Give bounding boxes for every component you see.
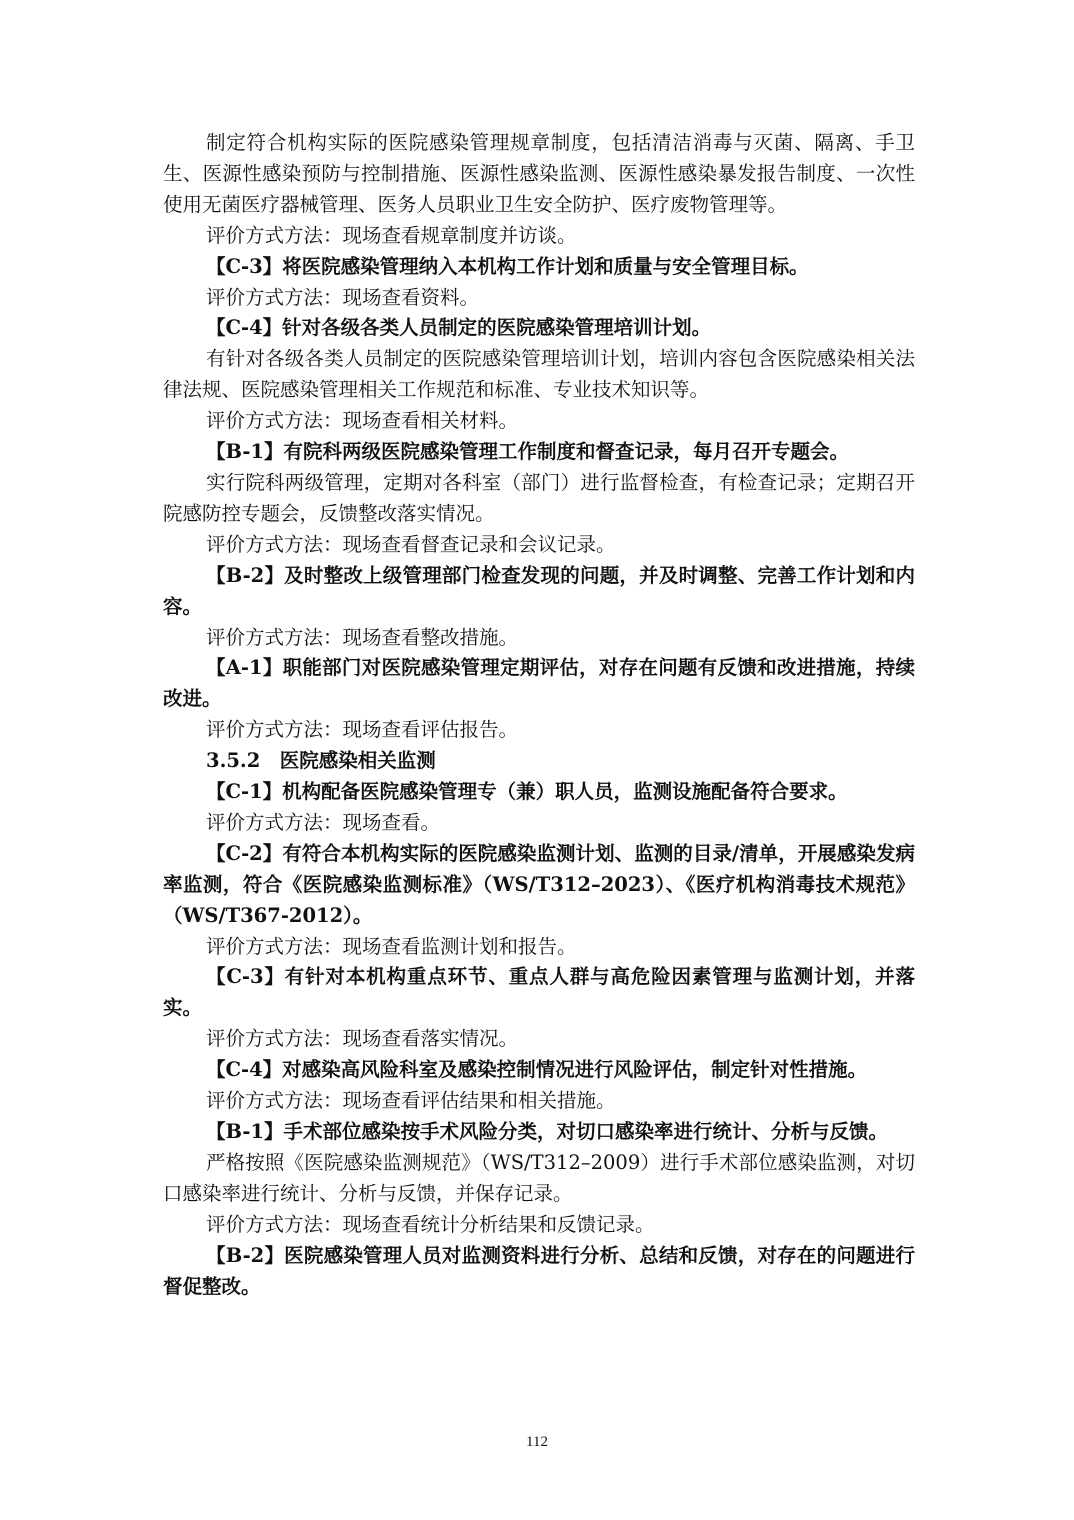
evaluation-method: 评价方式方法：现场查看统计分析结果和反馈记录。	[206, 1212, 655, 1236]
page-number: 112	[526, 1434, 548, 1450]
evaluation-method: 评价方式方法：现场查看落实情况。	[206, 1027, 519, 1051]
section-heading: 3.5.2 医院感染相关监测	[206, 749, 436, 773]
criterion-heading: 【B-1】手术部位感染按手术风险分类，对切口感染率进行统计、分析与反馈。	[206, 1120, 889, 1143]
paragraph: 制定符合机构实际的医院感染管理规章制度，包括清洁消毒与灭菌、隔离、手卫生、医源性感染预防与控制措施、医源性感染监测、医源性感染暴发报告制度、一次性使用无菌医疗器械管理、医务人员职业卫生安全防护、医疗废物管理等。	[163, 131, 915, 216]
evaluation-method: 评价方式方法：现场查看督查记录和会议记录。	[206, 532, 616, 556]
paragraph: 有针对各级各类人员制定的医院感染管理培训计划，培训内容包含医院感染相关法律法规、医院感染管理相关工作规范和标准、专业技术知识等。	[163, 347, 915, 402]
evaluation-method: 评价方式方法：现场查看整改措施。	[206, 625, 519, 649]
criterion-heading: 【C-1】机构配备医院感染管理专（兼）职人员，监测设施配备符合要求。	[206, 780, 848, 804]
criterion-heading: 【C-3】将医院感染管理纳入本机构工作计划和质量与安全管理目标。	[206, 254, 809, 278]
criterion-heading: 【B-2】医院感染管理人员对监测资料进行分析、总结和反馈，对存在的问题进行督促整改。	[163, 1243, 915, 1298]
document-body	[163, 128, 915, 1302]
criterion-heading: 【B-2】及时整改上级管理部门检查发现的问题，并及时调整、完善工作计划和内容。	[163, 563, 915, 618]
evaluation-method: 评价方式方法：现场查看。	[206, 810, 441, 834]
criterion-heading: 【B-1】有院科两级医院感染管理工作制度和督查记录，每月召开专题会。	[206, 440, 850, 464]
evaluation-method: 评价方式方法：现场查看规章制度并访谈。	[206, 223, 577, 247]
evaluation-method: 评价方式方法：现场查看监测计划和报告。	[206, 934, 577, 958]
paragraph: 严格按照《医院感染监测规范》（WS/T312–2009）进行手术部位感染监测，对切口感染率进行统计、分析与反馈，并保存记录。	[163, 1150, 915, 1205]
evaluation-method: 评价方式方法：现场查看相关材料。	[206, 409, 519, 433]
criterion-heading: 【A-1】职能部门对医院感染管理定期评估，对存在问题有反馈和改进措施，持续改进。	[163, 656, 915, 711]
criterion-heading: 【C-2】有符合本机构实际的医院感染监测计划、监测的目录/清单，开展感染发病率监测，符合《医院感染监测标准》（WS/T312–2023）、《医疗机构消毒技术规范》（WS/T367-2012）。	[163, 841, 915, 927]
evaluation-method: 评价方式方法：现场查看资料。	[206, 285, 480, 309]
criterion-heading: 【C-3】有针对本机构重点环节、重点人群与高危险因素管理与监测计划，并落实。	[163, 965, 915, 1020]
criterion-heading: 【C-4】针对各级各类人员制定的医院感染管理培训计划。	[206, 316, 712, 340]
criterion-heading: 【C-4】对感染高风险科室及感染控制情况进行风险评估，制定针对性措施。	[206, 1058, 868, 1082]
evaluation-method: 评价方式方法：现场查看评估结果和相关措施。	[206, 1089, 616, 1113]
paragraph: 实行院科两级管理，定期对各科室（部门）进行监督检查，有检查记录；定期召开院感防控专题会，反馈整改落实情况。	[163, 470, 915, 525]
evaluation-method: 评价方式方法：现场查看评估报告。	[206, 718, 519, 742]
